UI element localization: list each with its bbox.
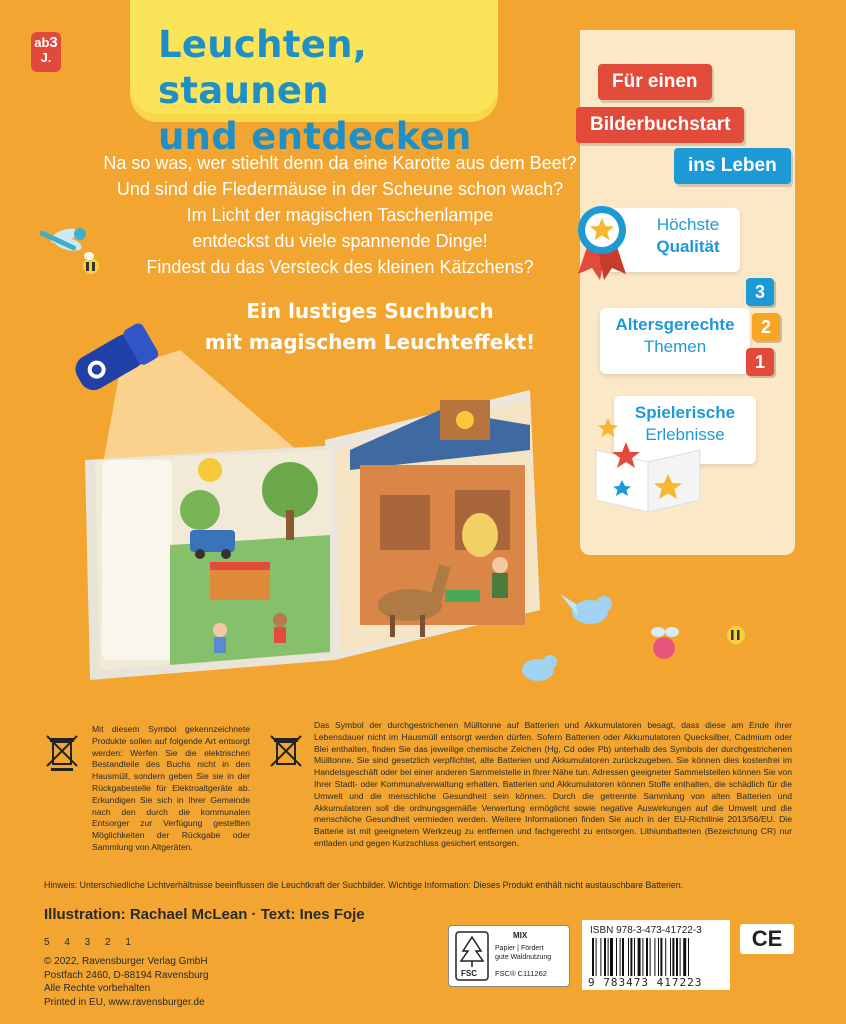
legal-text-electrical: Mit diesem Symbol gekennzeichnete Produkte sollen auf folgende Art entsorgt werden: Werfen Sie die elektrischen Bestandteile des Buchs nicht in den Hausmüll, sondern geben Sie sie in der Rückgabestelle für Elektroaltgeräte ab. Erkundigen Sie sich in Ihrer Gemeinde nach den durch die kommunalen Entsorger zur Verfügung gestellten Möglichkeiten der Rückgabe oder Sammlung von Altgeräten. [92,724,250,852]
intro-line: Findest du das Versteck des kleinen Kätzchens? [146,257,534,277]
legal-text-battery: Das Symbol der durchgestrichenen Mülltonne auf Batterien und Akkumulatoren besagt, dass diese am Ende ihrer Lebensdauer nicht im Hausmüll entsorgt werden dürfen. Sofern Batterien oder Akkumulatoren Quecksilber, Cadmium oder Blei enthalten, finden Sie das jeweilige chemische Zeichen (Hg, Cd oder Pb) unterhalb des Symbols der durchgestrichenen Mülltonne. Sie sind gesetzlich verpflichtet, alte Batterien und Akkumulatoren zurückzugeben. Sie können dies kostenfrei im Handelsgeschäft oder bei einer anderen Sammelstelle in Ihrer Nähe tun. Adressen geeigneter Sammelstellen können Sie von Ihrer Stadt- oder Kommunalverwaltung erhalten. Batterien und Akkumulatoren können Stoffe enthalten, die schädlich für die Umwelt und die menschliche Gesundheit sein können. Durch die getrennte Sammlung von alten Batterien und Akkumulatoren soll die ordnungsgemäße Verwertung ermöglicht sowie negative Auswirkungen auf die Umwelt und die menschliche Gesundheit vermieden werden. Weitere Informationen finden Sie auch in der EU-Richtlinie 2013/56/EU. Die Batterie ist mit geeignetem Werkzeug zu entfernen und fachgerecht zu entsorgen. Lithiumbatterien (Bezeichnung CR) nur entladen und gegen Kurzschluss gesichert entsorgen. [314,720,792,848]
fsc-code: FSC® C111262 [495,969,547,978]
publisher-line: Alle Rechte vorbehalten [44,983,151,994]
barcode-bars [590,938,722,976]
open-book-icon [588,412,708,522]
publisher-line: Printed in EU, www.ravensburger.de [44,996,205,1008]
battery-bin-icon [268,732,304,772]
feature-play-line2: Erlebnisse [645,425,725,444]
feature-play-line1: Spielerische [634,403,736,422]
fsc-mix: MIX [513,931,528,940]
feature-quality-line1: Höchste [656,215,720,234]
fsc-label [448,925,570,987]
title-line-1: Leuchten, staunen [158,23,368,112]
credits: Illustration: Rachael McLean · Text: Ines Foje [44,906,365,923]
dragonfly-bee-illustration [34,214,104,284]
left-page-panel [102,460,172,660]
age-badge [31,32,61,72]
barcode [582,920,730,990]
intro-line: Im Licht der magischen Taschenlampe [186,205,494,225]
ce-mark: CE [740,924,794,954]
age-prefix: ab [34,35,50,50]
ribbon-1: Für einen [598,64,712,100]
feature-panel [580,30,795,555]
age-cube-3: 3 [746,278,774,306]
ribbon-2: Bilderbuchstart [576,107,744,143]
isbn-text: ISBN 978-3-473-41722-3 [590,925,702,936]
feature-age-line2: Themen [643,337,707,356]
feature-age-line1: Altersgerechte [615,315,735,334]
intro-line: Und sind die Fledermäuse in der Scheune schon wach? [116,179,564,199]
tagline-line-1: Ein lustiges Suchbuch [246,299,494,323]
book-title [158,22,478,160]
fsc-line1: Papier | Fördert [495,945,544,952]
age-number: 3 [49,34,58,51]
barcode-digits: 9 783473 417223 [588,976,703,989]
publisher-info [44,955,209,1009]
quality-medal-icon [574,198,630,282]
feature-age [600,308,750,374]
fsc-line2: gute Waldnutzung [495,954,552,961]
tagline-line-2: mit magischem Leuchteffekt! [204,330,536,354]
hint-text: Hinweis: Unterschiedliche Lichtverhältnisse beeinflussen die Leuchtkraft der Suchbilder. Wichtige Information: Dieses Produkt enthält nicht austauschbare Batterien. [44,880,684,890]
title-line-2: und entdecken [158,115,472,158]
feature-quality-line2: Qualität [656,237,720,256]
intro-line: Na so was, wer stiehlt denn da eine Karotte aus dem Beet? [103,153,577,173]
intro-text [100,150,580,280]
age-cube-2: 2 [752,313,780,341]
birds-bee-illustration [500,590,750,690]
intro-line: entdeckst du viele spannende Dinge! [192,231,488,251]
weee-bin-icon [44,732,80,772]
ribbon-3: ins Leben [674,148,791,184]
publisher-line: © 2022, Ravensburger Verlag GmbH [44,956,208,967]
age-unit: J. [40,49,52,65]
age-cube-1: 1 [746,348,774,376]
publisher-line: Postfach 2460, D-88194 Ravensburg [44,969,209,981]
print-run: 5 4 3 2 1 [44,937,137,948]
fsc-logo-text: FSC [461,969,477,978]
